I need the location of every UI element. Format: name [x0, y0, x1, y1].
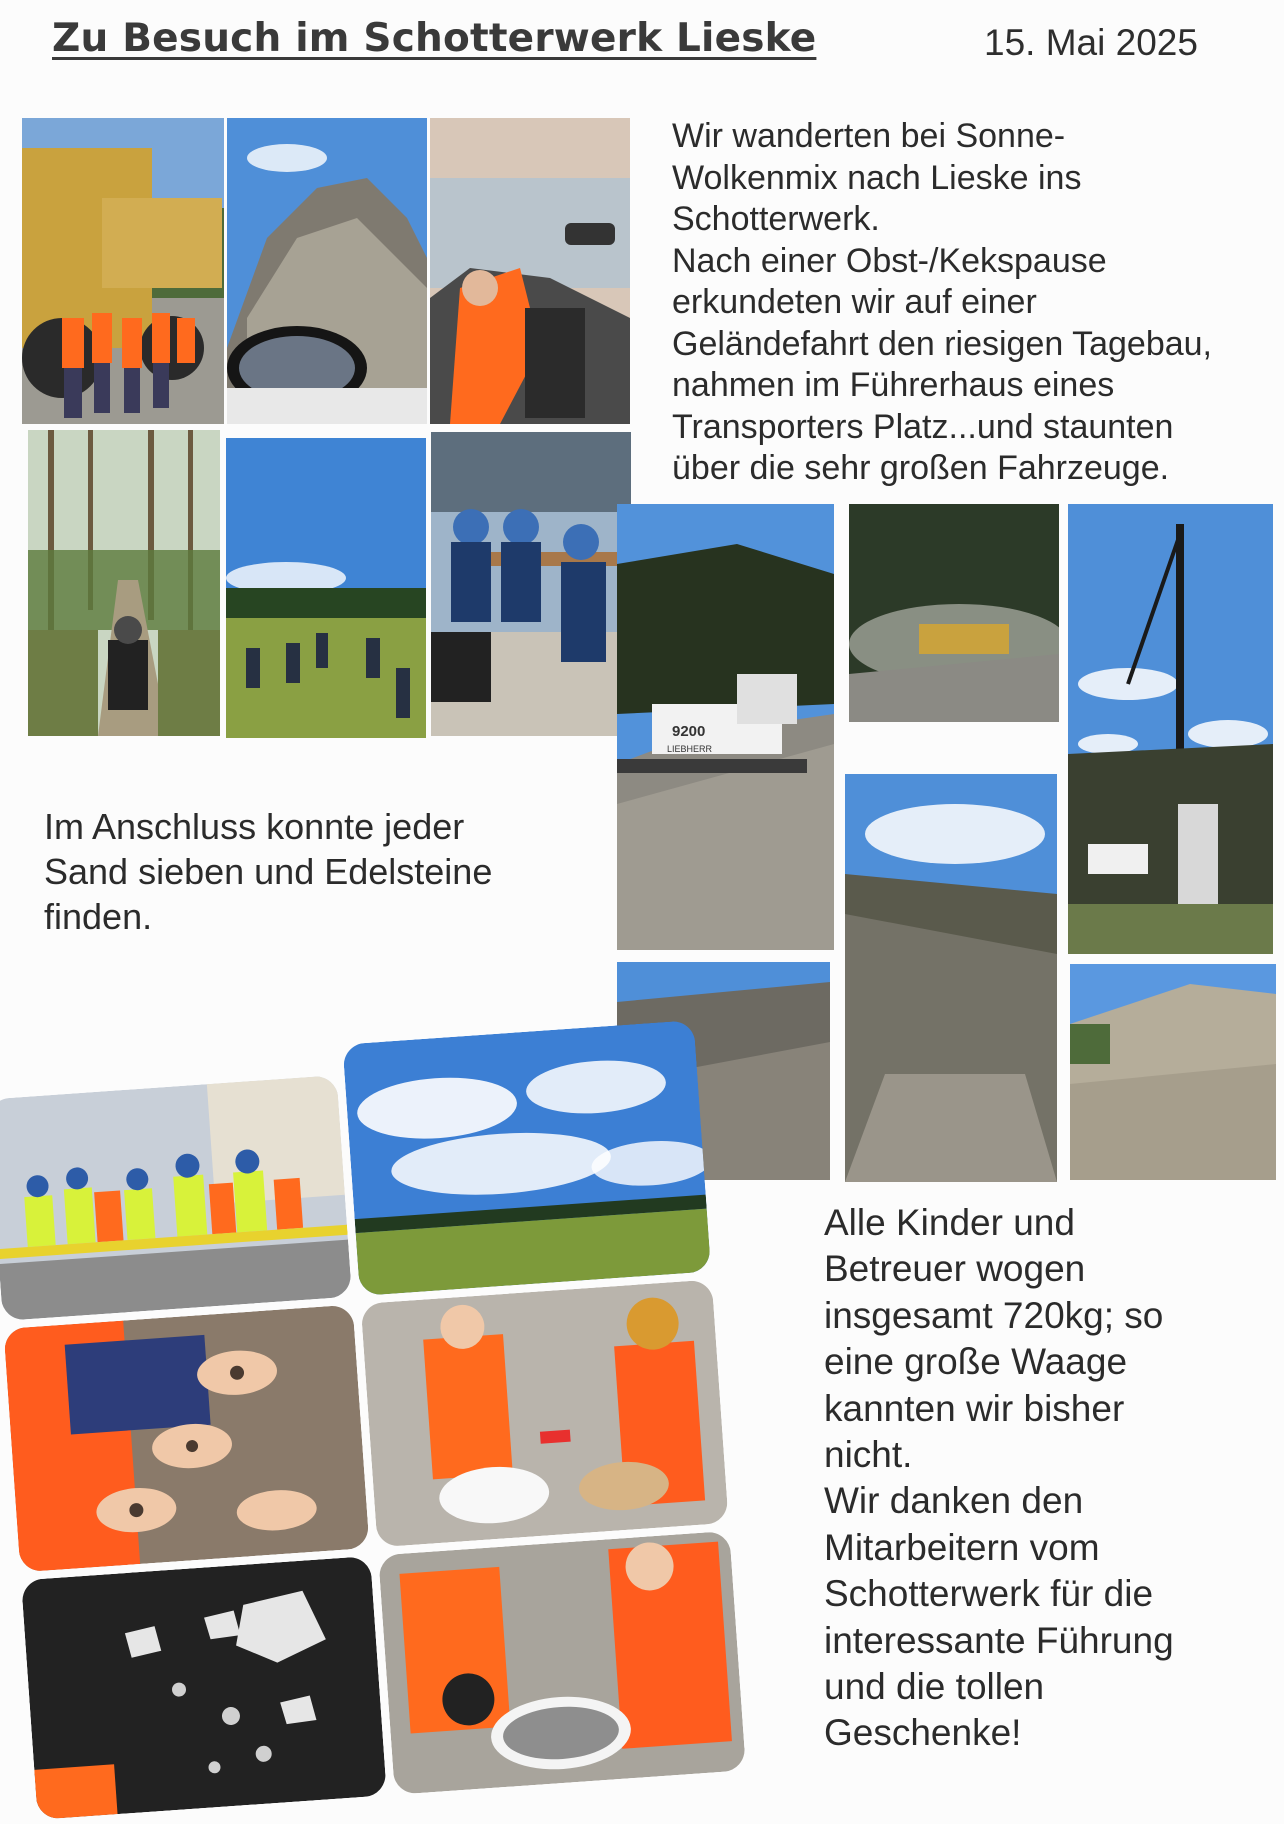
excavator-number: 9200 [672, 723, 706, 740]
photo-group-vests [0, 1075, 352, 1321]
photo-cloudy-sky [342, 1020, 711, 1296]
middle-paragraph: Im Anschluss konnte jeder Sand sieben und Edelsteine finden. [44, 806, 493, 937]
photo-gemstones [21, 1556, 387, 1820]
page-title: Zu Besuch im Schotterwerk Lieske [52, 16, 817, 61]
excavator-brand: LIEBHERR [667, 744, 713, 754]
date-label: 15. Mai 2025 [984, 22, 1198, 63]
intro-paragraph: Wir wanderten bei Sonne- Wolkenmix nach Lieske ins Schotterwerk. Nach einer Obst-/Kekspause erkundeten wir auf einer Geländefahrt den riesigen Tagebau, nahmen im Führerhaus eines Transporters Platz...und staunten über die sehr großen Fahrzeuge. [672, 117, 1212, 487]
photo-gravel-bucket [378, 1531, 746, 1795]
photo-sieving-sand [361, 1279, 729, 1547]
photo-hands-stones [3, 1305, 369, 1573]
closing-paragraph: Alle Kinder und Betreuer wogen insgesamt 720kg; so eine große Waage kannten wir bisher nicht. Wir danken den Mitarbeitern vom Schotterwerk für die interessante Führung und die tollen Geschenke! [824, 1202, 1174, 1754]
